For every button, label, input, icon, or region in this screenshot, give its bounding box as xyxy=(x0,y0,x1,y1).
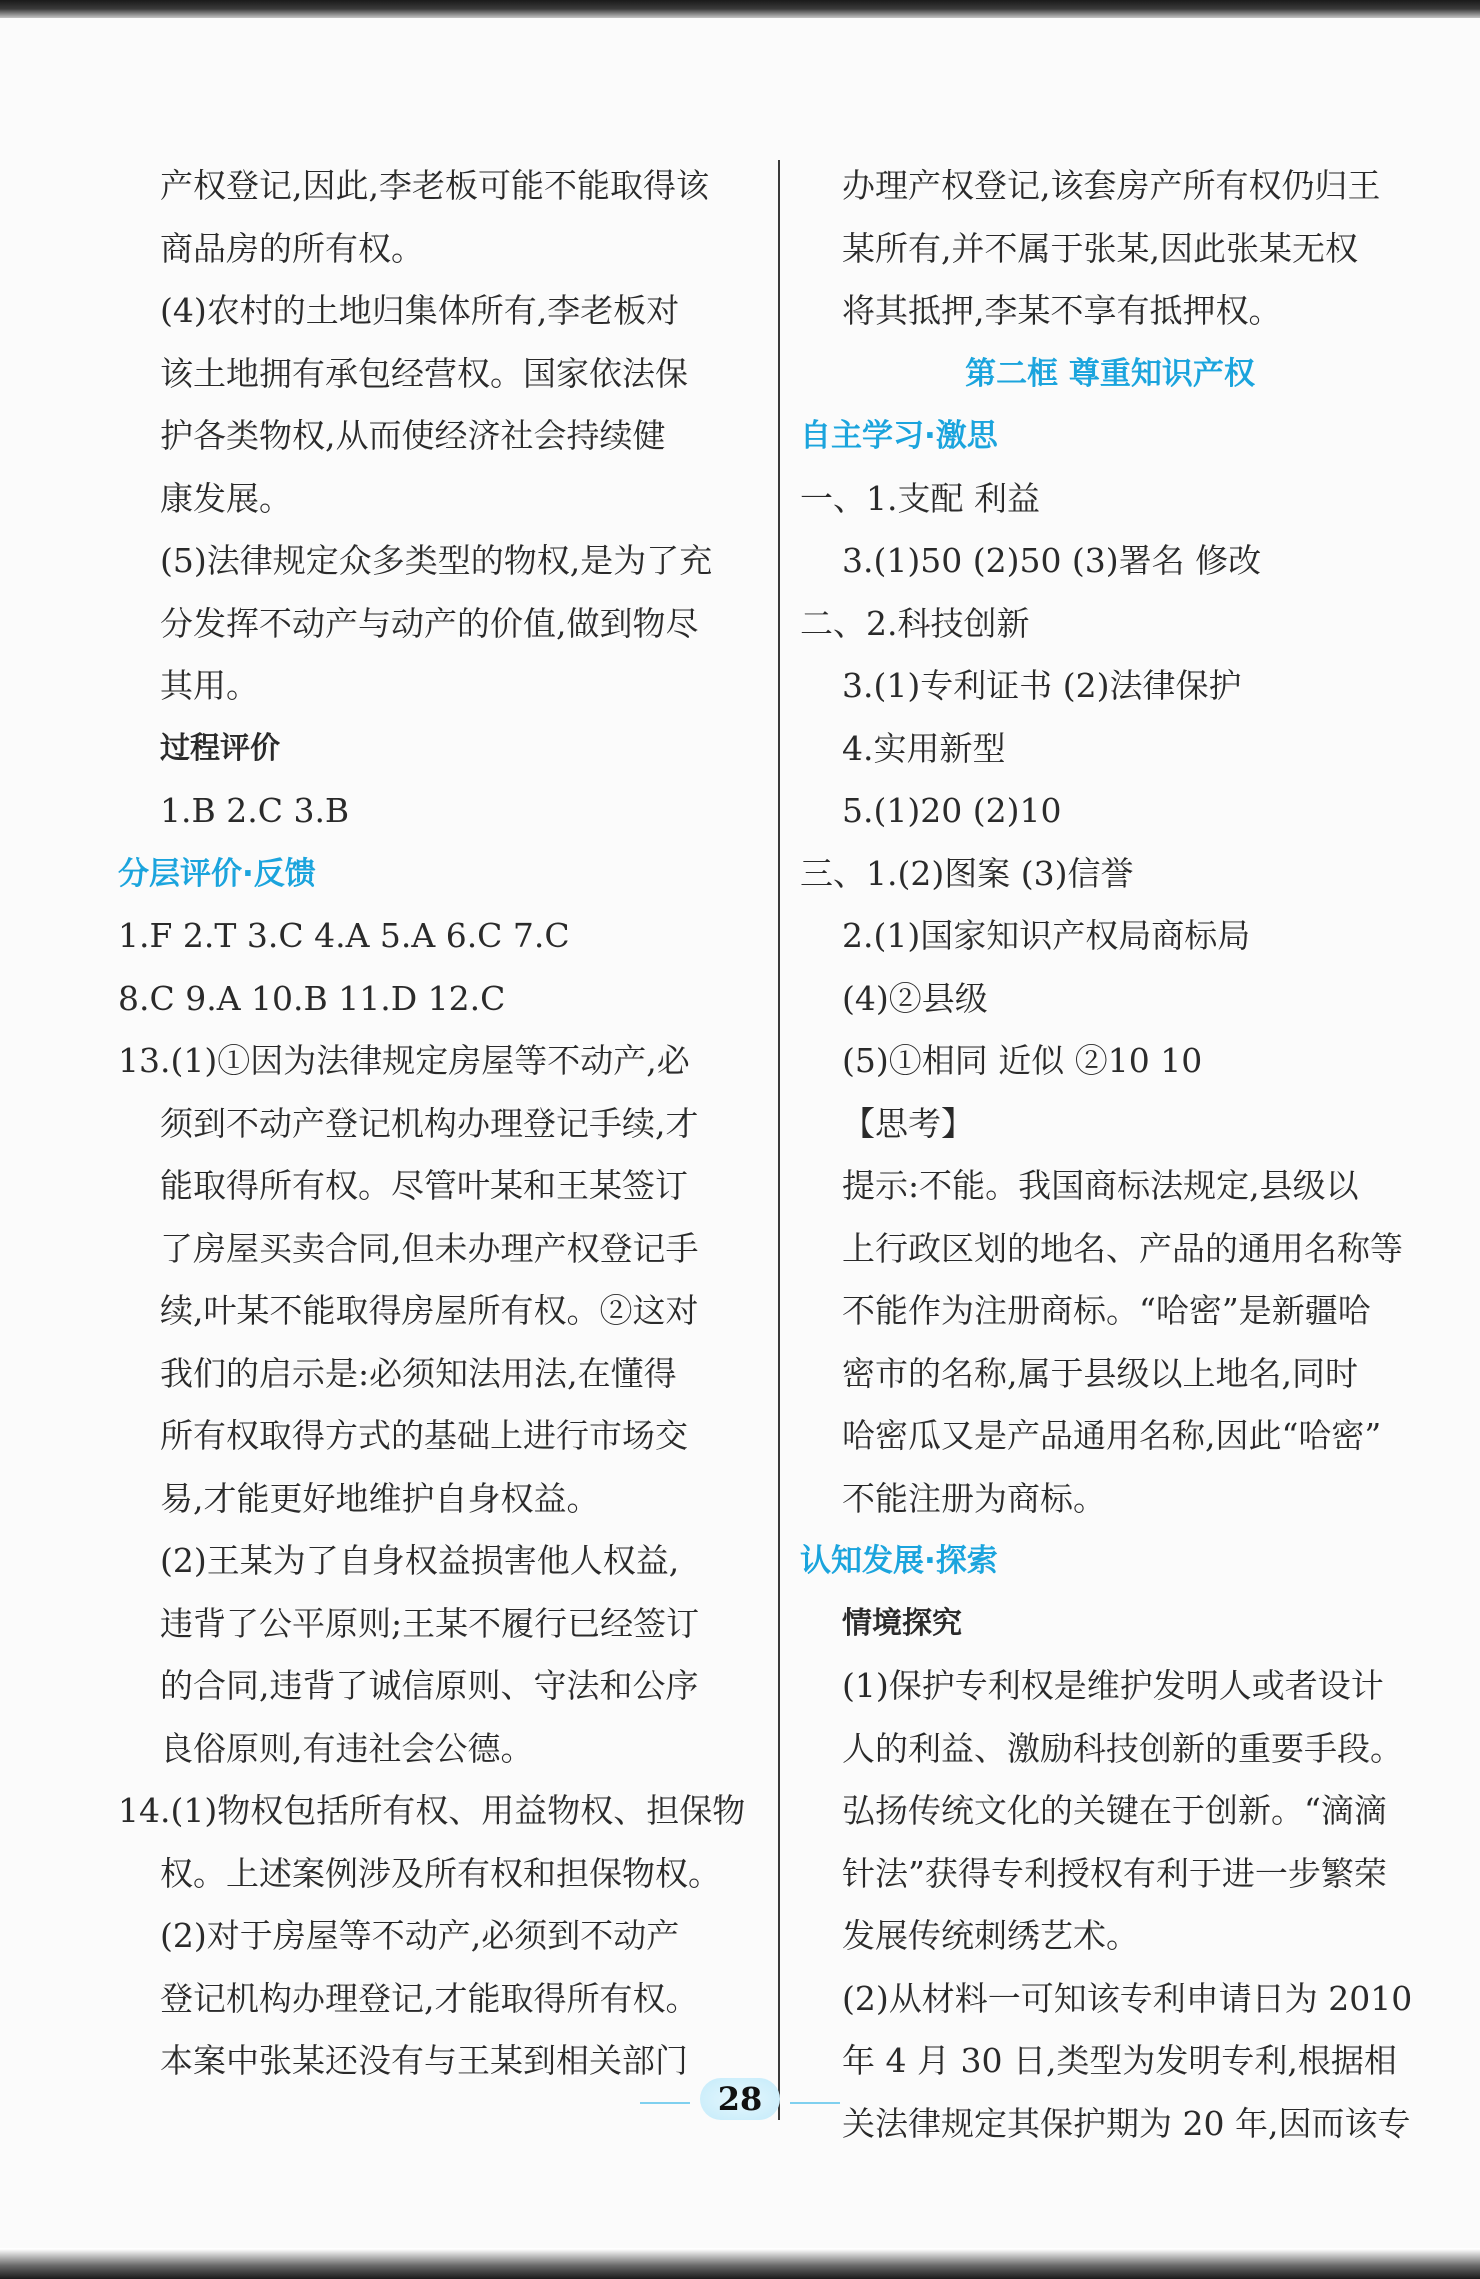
text-line: 年 4 月 30 日,类型为发明专利,根据相 xyxy=(842,2041,1397,2080)
text-line: (1)保护专利权是维护发明人或者设计 xyxy=(842,1666,1384,1705)
text-line: 【思考】 xyxy=(842,1103,974,1143)
text-line: 1.B 2.C 3.B xyxy=(160,791,350,830)
text-line: 上行政区划的地名、产品的通用名称等 xyxy=(842,1228,1403,1268)
text-line: (5)法律规定众多类型的物权,是为了充 xyxy=(160,541,713,580)
text-line: 其用。 xyxy=(160,666,259,705)
text-line: 提示:不能。我国商标法规定,县级以 xyxy=(842,1166,1359,1205)
text-line: 该土地拥有承包经营权。国家依法保 xyxy=(160,353,688,393)
text-line: 3.(1)专利证书 (2)法律保护 xyxy=(842,666,1242,705)
text-line: 产权登记,因此,李老板可能不能取得该 xyxy=(160,166,709,205)
text-line: 8.C 9.A 10.B 11.D 12.C xyxy=(118,978,506,1018)
text-line: 本案中张某还没有与王某到相关部门 xyxy=(160,2041,688,2080)
text-line: 能取得所有权。尽管叶某和王某签订 xyxy=(160,1166,688,1205)
text-line: 将其抵押,李某不享有抵押权。 xyxy=(842,291,1282,330)
sub-heading: 情境探究 xyxy=(842,1605,962,1641)
left-column xyxy=(118,155,746,2093)
text-line: 1.F 2.T 3.C 4.A 5.A 6.C 7.C xyxy=(118,916,570,955)
text-line: 权。上述案例涉及所有权和担保物权。 xyxy=(160,1853,721,1893)
section-heading: 自主学习·激思 xyxy=(800,418,998,454)
text-line: 三、1.(2)图案 (3)信誉 xyxy=(800,853,1134,893)
text-line: 的合同,违背了诚信原则、守法和公序 xyxy=(160,1666,699,1705)
scan-edge-bottom xyxy=(0,2249,1480,2279)
column-divider xyxy=(778,160,780,2120)
text-line: (4)②县级 xyxy=(842,978,988,1018)
text-line: 哈密瓜又是产品通用名称,因此“哈密” xyxy=(842,1416,1382,1455)
text-line: 发展传统刺绣艺术。 xyxy=(842,1916,1139,1955)
text-line: 护各类物权,从而使经济社会持续健 xyxy=(160,416,666,455)
text-line: 分发挥不动产与动产的价值,做到物尽 xyxy=(160,603,699,643)
text-line: 4.实用新型 xyxy=(842,728,1006,768)
text-line: 某所有,并不属于张某,因此张某无权 xyxy=(842,228,1358,268)
text-line: 续,叶某不能取得房屋所有权。②这对 xyxy=(160,1291,699,1330)
text-line: 我们的启示是:必须知法用法,在懂得 xyxy=(160,1353,677,1393)
text-line: 一、1.支配 利益 xyxy=(800,478,1040,518)
text-line: 密市的名称,属于县级以上地名,同时 xyxy=(842,1353,1358,1393)
text-line: 所有权取得方式的基础上进行市场交 xyxy=(160,1416,688,1455)
text-line: 不能注册为商标。 xyxy=(842,1478,1106,1518)
text-line: 人的利益、激励科技创新的重要手段。 xyxy=(842,1728,1403,1768)
text-line: (4)农村的土地归集体所有,李老板对 xyxy=(160,291,680,330)
text-line: 办理产权登记,该套房产所有权仍归王 xyxy=(842,166,1381,205)
text-line: 康发展。 xyxy=(160,478,292,518)
text-line: 针法”获得专利授权有利于进一步繁荣 xyxy=(842,1853,1387,1893)
sub-heading: 过程评价 xyxy=(160,730,280,766)
text-line: 3.(1)50 (2)50 (3)署名 修改 xyxy=(842,541,1262,580)
text-line: 了房屋买卖合同,但未办理产权登记手 xyxy=(160,1228,699,1268)
section-heading: 分层评价·反馈 xyxy=(118,855,316,892)
text-line: 良俗原则,有违社会公德。 xyxy=(160,1728,534,1768)
text-line: 二、2.科技创新 xyxy=(800,603,1030,643)
right-column xyxy=(800,155,1420,2155)
frame-title: 第二框 尊重知识产权 xyxy=(965,355,1255,392)
text-line: 须到不动产登记机构办理登记手续,才 xyxy=(160,1103,699,1143)
text-line: 弘扬传统文化的关键在于创新。“滴滴 xyxy=(842,1791,1387,1830)
page-number-decoration-right xyxy=(790,2102,840,2104)
section-heading: 认知发展·探索 xyxy=(800,1543,998,1579)
page-number-area xyxy=(640,2078,840,2128)
text-line: (2)对于房屋等不动产,必须到不动产 xyxy=(160,1916,680,1955)
page-number-decoration-left xyxy=(640,2102,690,2104)
text-line: (2)王某为了自身权益损害他人权益, xyxy=(160,1541,680,1580)
text-line: 易,才能更好地维护自身权益。 xyxy=(160,1478,600,1518)
text-line: 不能作为注册商标。“哈密”是新疆哈 xyxy=(842,1291,1371,1330)
text-line: 14.(1)物权包括所有权、用益物权、担保物 xyxy=(118,1791,746,1830)
text-line: 2.(1)国家知识产权局商标局 xyxy=(842,916,1251,955)
page-number: 28 xyxy=(700,2078,781,2120)
text-line: (5)①相同 近似 ②10 10 xyxy=(842,1041,1203,1080)
text-line: 登记机构办理登记,才能取得所有权。 xyxy=(160,1978,699,2018)
text-line: 5.(1)20 (2)10 xyxy=(842,791,1062,830)
text-line: 关法律规定其保护期为 20 年,因而该专 xyxy=(842,2103,1411,2143)
text-line: 13.(1)①因为法律规定房屋等不动产,必 xyxy=(118,1041,690,1080)
text-line: 商品房的所有权。 xyxy=(160,228,424,268)
text-line: (2)从材料一可知该专利申请日为 2010 xyxy=(842,1978,1413,2018)
text-line: 违背了公平原则;王某不履行已经签订 xyxy=(160,1603,700,1643)
